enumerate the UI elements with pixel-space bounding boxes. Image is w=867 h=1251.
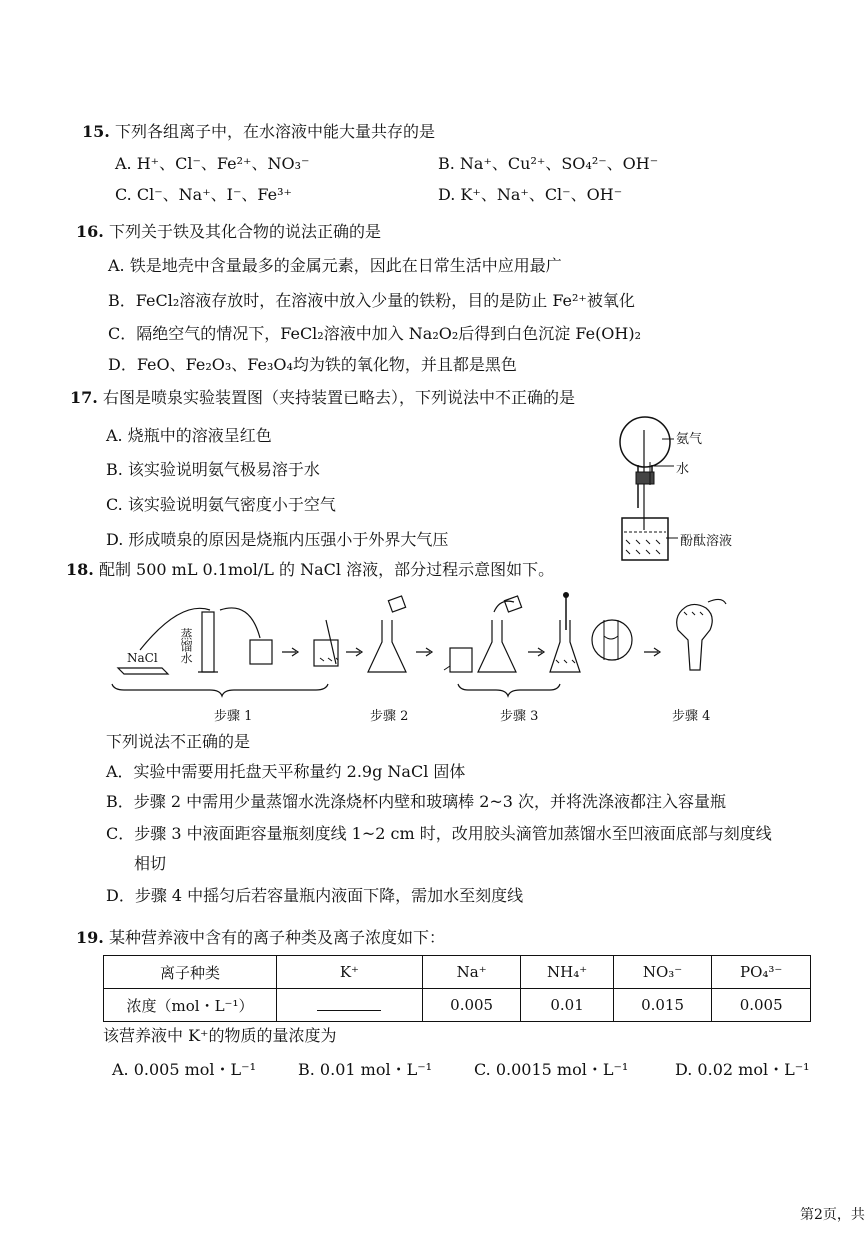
q19-option-b: B. 0.01 mol・L⁻¹ [298,1060,433,1079]
q16-option-b: B．FeCl₂溶液存放时，在溶液中放入少量的铁粉，目的是防止 Fe²⁺被氧化 [108,291,635,310]
q15-option-b: B. Na⁺、Cu²⁺、SO₄²⁻、OH⁻ [438,154,659,173]
table-cell: 0.005 [422,989,521,1022]
q17-option-a: A. 烧瓶中的溶液呈红色 [106,426,272,445]
q16-option-d: D．FeO、Fe₂O₃、Fe₃O₄均为铁的氧化物，并且都是黑色 [108,355,517,374]
q16-number: 16. [76,222,104,241]
ammonia-label: 氨气 [676,432,703,447]
q17-stem-text: 右图是喷泉实验装置图（夹持装置已略去），下列说法中不正确的是 [102,388,575,407]
q19-question: 该营养液中 K⁺的物质的量浓度为 [103,1026,337,1045]
q18-option-b: B．步骤 2 中需用少量蒸馏水洗涤烧杯内壁和玻璃棒 2~3 次，并将洗涤液都注入容量瓶 [106,792,727,811]
q17-stem [70,388,575,408]
table-row [104,989,811,1022]
q15-stem [82,122,435,142]
table-header-cell: K⁺ [277,956,423,989]
table-cell: 0.01 [521,989,613,1022]
table-header-cell: NH₄⁺ [521,956,613,989]
table-cell: 0.005 [712,989,811,1022]
q19-option-c: C. 0.0015 mol・L⁻¹ [474,1060,629,1079]
q15-option-c: C. Cl⁻、Na⁺、I⁻、Fe³⁺ [115,185,292,204]
step4-label: 步骤 4 [672,709,711,724]
q16-stem-text: 下列关于铁及其化合物的说法正确的是 [108,222,381,241]
solution-preparation-figure [110,590,730,700]
step3-label: 步骤 3 [500,709,539,724]
q17-number: 17. [70,388,98,407]
step1-label: 步骤 1 [214,709,253,724]
table-header-cell: PO₄³⁻ [712,956,811,989]
water-label: 水 [676,462,690,477]
q19-option-d: D. 0.02 mol・L⁻¹ [675,1060,810,1079]
q17-option-b: B. 该实验说明氨气极易溶于水 [106,460,320,479]
answer-blank [317,996,381,1011]
q18-prompt: 下列说法不正确的是 [106,732,251,751]
table-row [104,956,811,989]
page-number: 第2页，共 [800,1207,865,1223]
q19-stem-text: 某种营养液中含有的离子种类及离子浓度如下： [108,928,445,947]
ion-concentration-table [103,955,811,1022]
q19-number: 19. [76,928,104,947]
nacl-label: NaCl [127,651,158,665]
q15-option-d: D. K⁺、Na⁺、Cl⁻、OH⁻ [438,185,623,204]
q15-option-a: A. H⁺、Cl⁻、Fe²⁺、NO₃⁻ [115,154,310,173]
q16-stem [76,222,381,242]
q18-option-c-continued: 相切 [134,854,167,873]
table-cell: 浓度（mol・L⁻¹） [104,989,277,1022]
q19-option-a: A. 0.005 mol・L⁻¹ [112,1060,257,1079]
q17-option-d: D. 形成喷泉的原因是烧瓶内压强小于外界大气压 [106,530,449,549]
q17-option-c: C. 该实验说明氨气密度小于空气 [106,495,336,514]
table-header-cell: NO₃⁻ [613,956,712,989]
blank-cell [277,989,423,1022]
q18-option-a: A．实验中需要用托盘天平称量约 2.9g NaCl 固体 [106,762,466,781]
q18-stem [66,560,554,580]
q16-option-c: C．隔绝空气的情况下，FeCl₂溶液中加入 Na₂O₂后得到白色沉淀 Fe(OH)₂ [108,324,642,343]
q18-option-c: C．步骤 3 中液面距容量瓶刻度线 1~2 cm 时，改用胶头滴管加蒸馏水至凹液面底部与刻度线 [106,824,772,843]
q15-number: 15. [82,122,110,141]
table-cell: 0.015 [613,989,712,1022]
phenolphthalein-solution-label: 酚酞溶液 [680,534,733,549]
q15-stem-text: 下列各组离子中，在水溶液中能大量共存的是 [114,122,435,141]
q18-option-d: D．步骤 4 中摇匀后若容量瓶内液面下降，需加水至刻度线 [106,886,524,905]
distilled-water-label: 蒸馏水 [179,628,193,664]
q16-option-a: A. 铁是地壳中含量最多的金属元素，因此在日常生活中应用最广 [108,256,562,275]
table-header-cell: Na⁺ [422,956,521,989]
step2-label: 步骤 2 [370,709,409,724]
q18-number: 18. [66,560,94,579]
table-header-cell: 离子种类 [104,956,277,989]
q18-stem-text: 配制 500 mL 0.1mol/L 的 NaCl 溶液，部分过程示意图如下。 [98,560,555,579]
q19-stem [76,928,445,948]
